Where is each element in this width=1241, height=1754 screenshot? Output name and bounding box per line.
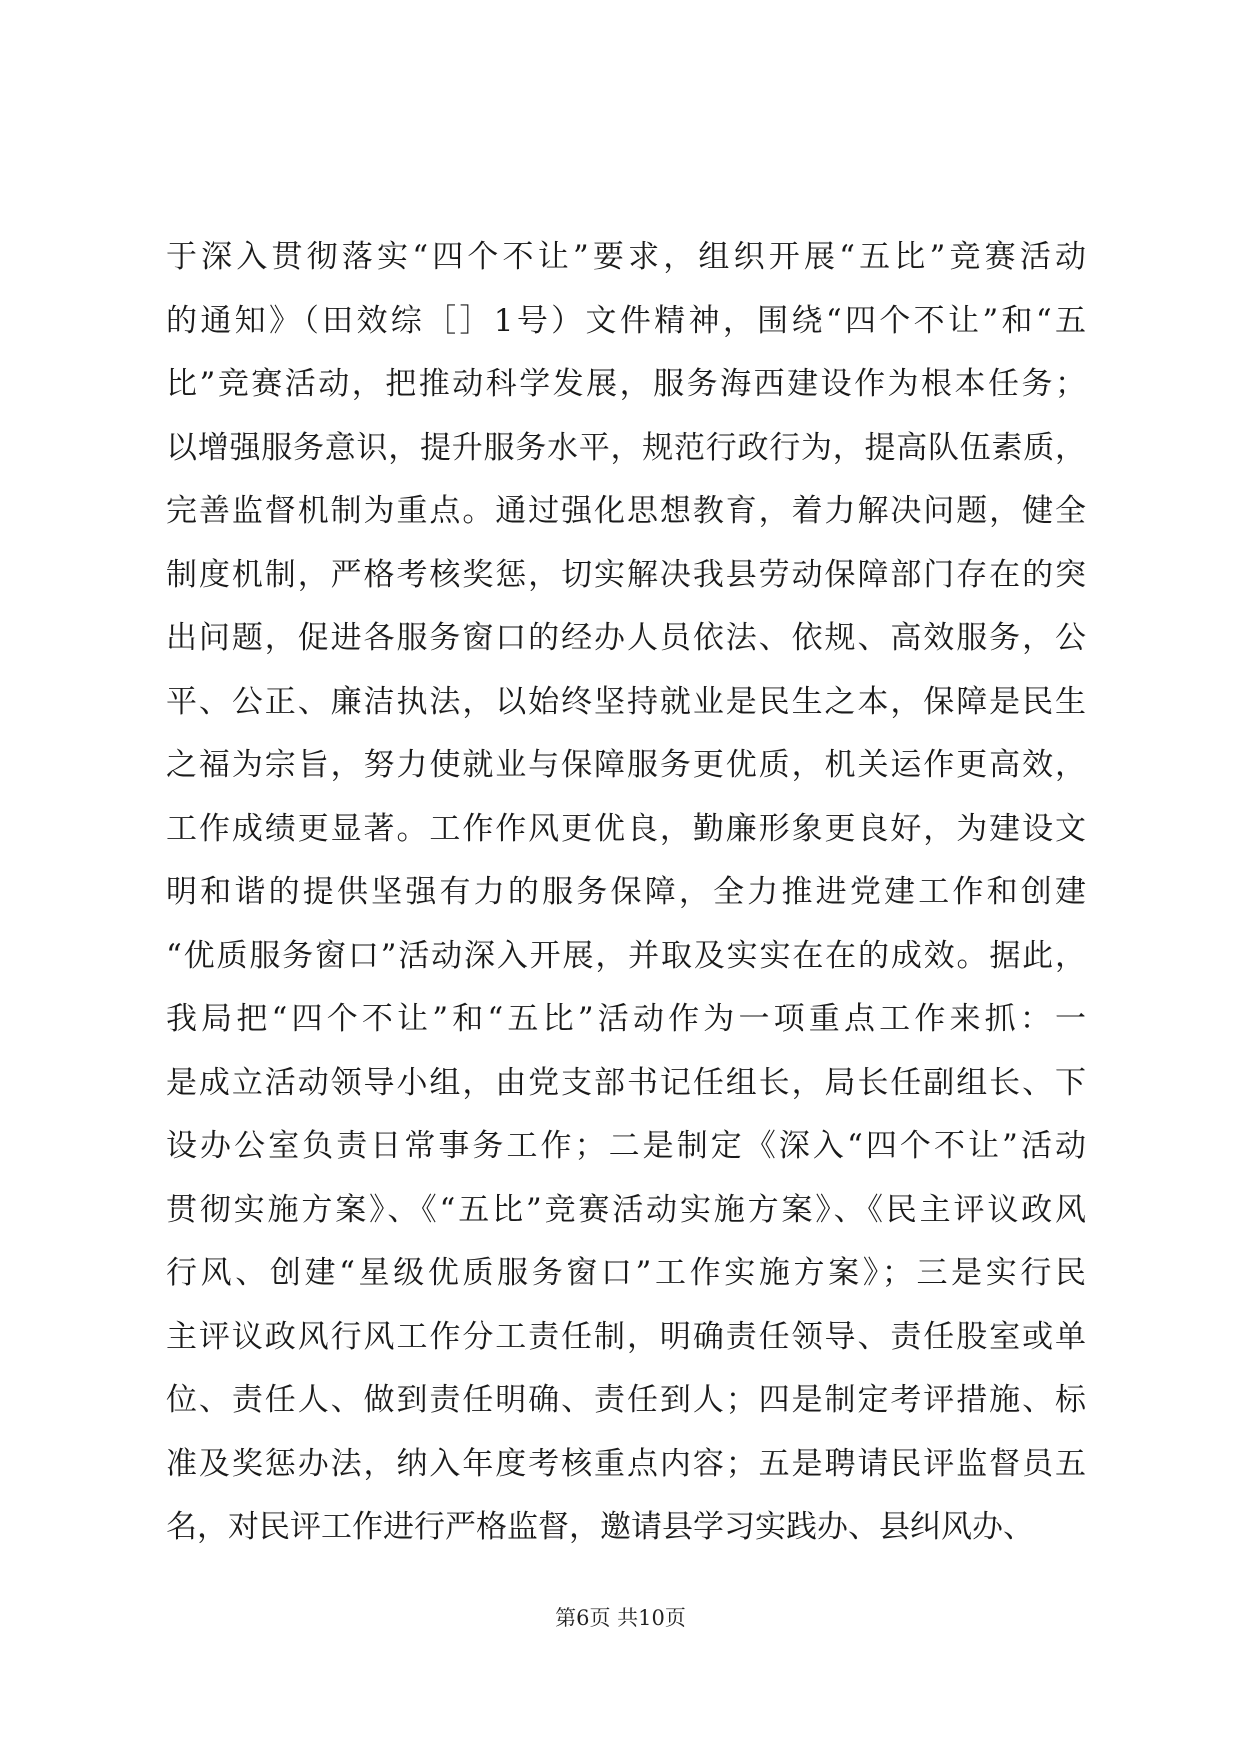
text-line-20: 准及奖惩办法，纳入年度考核重点内容；五是聘请民评监督员五 xyxy=(166,1445,1086,1482)
text-line-2: 的通知》（田效综［］1号）文件精神，围绕“四个不让”和“五 xyxy=(166,302,1086,339)
text-line-9: 之福为宗旨，努力使就业与保障服务更优质，机关运作更高效， xyxy=(166,747,1086,783)
text-line-14: 是成立活动领导小组，由党支部书记任组长，局长任副组长、下 xyxy=(166,1064,1086,1101)
text-line-8: 平、公正、廉洁执法，以始终坚持就业是民生之本，保障是民生 xyxy=(166,683,1086,720)
text-line-12: “优质服务窗口”活动深入开展，并取及实实在在的成效。据此， xyxy=(166,937,1086,974)
text-line-4: 以增强服务意识，提升服务水平，规范行政行为，提高队伍素质， xyxy=(166,429,1086,466)
text-line-17: 行风、创建“星级优质服务窗口”工作实施方案》；三是实行民 xyxy=(166,1255,1086,1291)
body-text xyxy=(166,226,1086,1560)
text-line-10: 工作成绩更显著。工作作风更优良，勤廉形象更良好，为建设文 xyxy=(166,810,1086,847)
text-line-21: 名，对民评工作进行严格监督，邀请县学习实践办、县纠风办、 xyxy=(166,1509,1034,1545)
text-line-3: 比”竞赛活动，把推动科学发展，服务海西建设作为根本任务； xyxy=(166,366,1086,402)
text-line-5: 完善监督机制为重点。通过强化思想教育，着力解决问题，健全 xyxy=(166,493,1086,529)
text-line-16: 贯彻实施方案》、《“五比”竞赛活动实施方案》、《民主评议政风 xyxy=(166,1191,1086,1228)
text-line-18: 主评议政风行风工作分工责任制，明确责任领导、责任股室或单 xyxy=(166,1318,1086,1355)
text-line-11: 明和谐的提供坚强有力的服务保障，全力推进党建工作和创建 xyxy=(166,874,1086,910)
text-line-1: 于深入贯彻落实“四个不让”要求，组织开展“五比”竞赛活动 xyxy=(166,239,1086,275)
text-line-6: 制度机制，严格考核奖惩，切实解决我县劳动保障部门存在的突 xyxy=(166,556,1086,593)
text-line-7: 出问题，促进各服务窗口的经办人员依法、依规、高效服务，公 xyxy=(166,620,1086,656)
text-line-15: 设办公室负责日常事务工作；二是制定《深入“四个不让”活动 xyxy=(166,1128,1086,1164)
text-line-13: 我局把“四个不让”和“五比”活动作为一项重点工作来抓：一 xyxy=(166,1001,1086,1037)
text-line-19: 位、责任人、做到责任明确、责任到人；四是制定考评措施、标 xyxy=(166,1382,1086,1418)
page-footer: 第6页 共10页 xyxy=(555,1606,686,1630)
